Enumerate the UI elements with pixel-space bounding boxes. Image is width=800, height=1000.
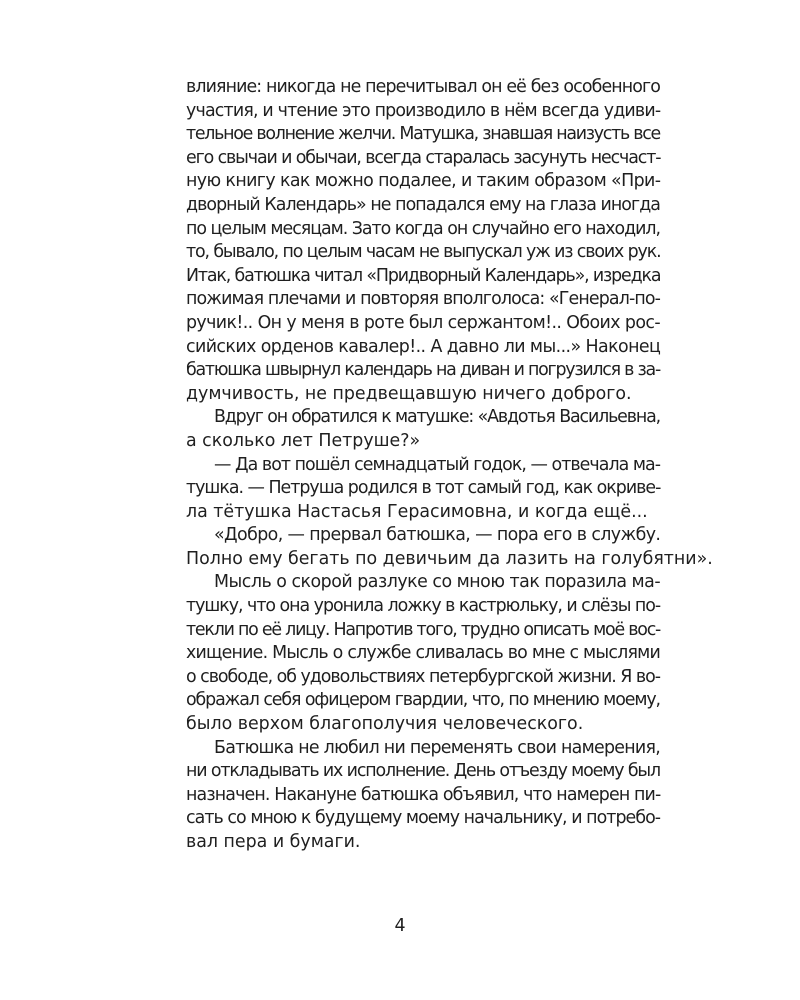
text-line: хищение. Мысль о службе сливалась во мне с мыслями [186, 643, 660, 664]
text-line: сийских орденов кавалер!.. А давно ли мы...» Наконец [186, 336, 661, 357]
text-line: Батюшка не любил ни переменять свои намерения, [214, 737, 661, 758]
text-line: ную книгу как можно подалее, и таким образом «При- [186, 171, 661, 192]
text-line: сать со мною к будущему моему начальнику, и потребо- [186, 808, 661, 829]
text-line: Мысль о скорой разлуке со мною так поразила ма- [214, 572, 661, 593]
body-text [186, 76, 713, 855]
text-line: думчивость, не предвещавшую ничего доброго. [186, 383, 632, 404]
text-line: Вдруг он обратился к матушке: «Авдотья Васильевна, [214, 407, 660, 428]
text-line: «Добро, — прервал батюшка, — пора его в службу. [214, 525, 661, 546]
text-line: ручик!.. Он у меня в роте был сержантом!.. Обоих рос- [186, 312, 660, 333]
text-line: тельное волнение желчи. Матушка, знавшая наизусть все [186, 124, 660, 145]
text-line: ображал себя офицером гвардии, что, по мнению моему, [186, 690, 660, 711]
text-line: ла тётушка Настасья Герасимовна, и когда ещё... [186, 501, 648, 522]
text-line: тушка. — Петруша родился в тот самый год, как окриве- [186, 478, 661, 499]
text-line: Итак, батюшка читал «Придворный Календарь», изредка [186, 265, 661, 286]
text-line: а сколько лет Петруше?» [186, 430, 421, 451]
text-line: тушку, что она уронила ложку в кастрюльку, и слёзы по- [186, 596, 661, 617]
text-line: его свычаи и обычаи, всегда старалась засунуть несчаст- [186, 147, 661, 168]
text-line: пожимая плечами и повторяя вполголоса: «Генерал-по- [186, 289, 661, 310]
text-line: то, бывало, по целым часам не выпускал уж из своих рук. [186, 242, 661, 263]
text-line: Полно ему бегать по девичьим да лазить на голубятни». [186, 548, 713, 569]
page-number: 4 [394, 916, 406, 936]
text-line: — Да вот пошёл семнадцатый годок, — отвечала ма- [214, 454, 661, 475]
text-line: о свободе, об удовольствиях петербургской жизни. Я во- [186, 666, 660, 687]
text-line: по целым месяцам. Зато когда он случайно его находил, [186, 218, 660, 239]
text-line: текли по её лицу. Напротив того, трудно описать моё вос- [186, 619, 661, 640]
text-line: было верхом благополучия человеческого. [186, 714, 584, 735]
text-line: ни откладывать их исполнение. День отъезду моему был [186, 761, 660, 782]
text-line: назначен. Накануне батюшка объявил, что намерен пи- [186, 784, 661, 805]
text-line: участия, и чтение это производило в нём всегда удиви- [186, 100, 661, 121]
text-line: дворный Календарь» не попадался ему на глаза иногда [186, 194, 660, 215]
text-line: влияние: никогда не перечитывал он её без особенного [186, 77, 660, 97]
text-line: батюшка швырнул календарь на диван и погрузился в за- [186, 360, 660, 381]
text-line: вал пера и бумаги. [186, 832, 361, 852]
